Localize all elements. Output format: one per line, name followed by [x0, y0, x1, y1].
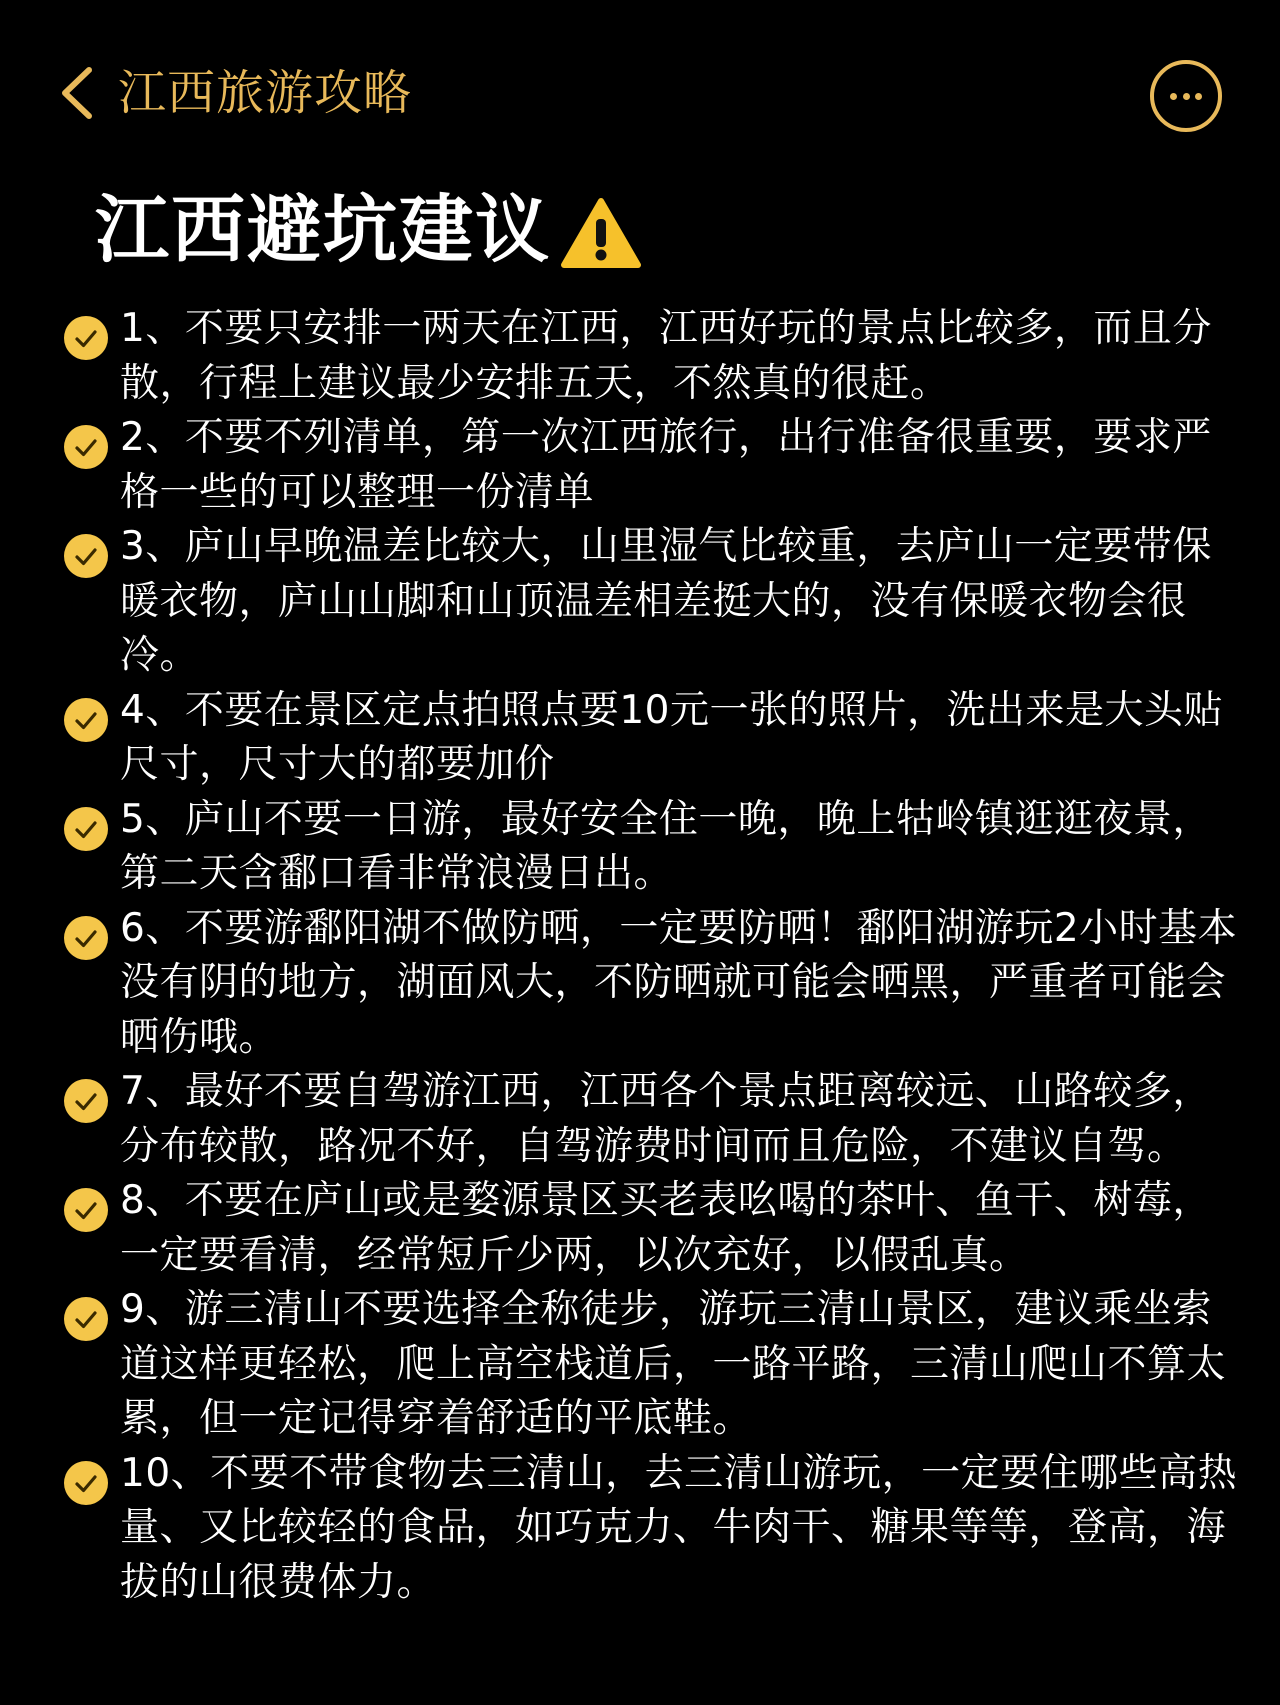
check-icon	[64, 425, 108, 469]
check-icon	[64, 807, 108, 851]
check-icon	[64, 1079, 108, 1123]
tip-text: 1、不要只安排一两天在江西，江西好玩的景点比较多，而且分散，行程上建议最少安排五天，不然真的很赶。	[120, 306, 1212, 406]
list-item	[0, 1283, 1280, 1447]
check-icon	[64, 916, 108, 960]
more-button[interactable]	[1150, 60, 1222, 132]
warning-icon	[561, 197, 641, 269]
tip-text: 6、不要游鄱阳湖不做防晒，一定要防晒！鄱阳湖游玩2小时基本没有阴的地方，湖面风大，不防晒就可能会晒黑，严重者可能会晒伤哦。	[120, 905, 1238, 1060]
tip-text: 2、不要不列清单，第一次江西旅行，出行准备很重要，要求严格一些的可以整理一份清单	[120, 415, 1212, 515]
tip-text: 7、最好不要自驾游江西，江西各个景点距离较远、山路较多，分布较散，路况不好，自驾游费时间而且危险，不建议自驾。	[120, 1069, 1212, 1169]
tips-list	[0, 302, 1280, 1610]
list-item	[0, 302, 1280, 411]
chevron-left-icon	[55, 62, 103, 124]
page-title-text: 江西避坑建议	[95, 187, 551, 273]
check-icon	[64, 1461, 108, 1505]
back-button[interactable]	[55, 62, 103, 124]
list-item	[0, 1447, 1280, 1611]
tip-text: 10、不要不带食物去三清山，去三清山游玩，一定要住哪些高热量、又比较轻的食品，如巧克力、牛肉干、糖果等等，登高，海拔的山很费体力。	[120, 1450, 1238, 1605]
page-title	[95, 185, 641, 275]
tip-text: 8、不要在庐山或是婺源景区买老表吆喝的茶叶、鱼干、树莓，一定要看清，经常短斤少两，以次充好，以假乱真。	[120, 1178, 1212, 1278]
tip-text: 9、游三清山不要选择全称徒步，游玩三清山景区，建议乘坐索道这样更轻松，爬上高空栈道后，一路平路，三清山爬山不算太累，但一定记得穿着舒适的平底鞋。	[120, 1287, 1227, 1441]
tip-text: 5、庐山不要一日游，最好安全住一晚，晚上牯岭镇逛逛夜景，第二天含鄱口看非常浪漫日出。	[120, 796, 1212, 896]
list-item	[0, 411, 1280, 520]
tip-text: 4、不要在景区定点拍照点要10元一张的照片，洗出来是大头贴尺寸，尺寸大的都要加价	[120, 687, 1223, 787]
list-item	[0, 902, 1280, 1066]
check-icon	[64, 698, 108, 742]
list-item	[0, 1065, 1280, 1174]
check-icon	[64, 316, 108, 360]
list-item	[0, 684, 1280, 793]
nav-title: 江西旅游攻略	[118, 65, 413, 121]
check-icon	[64, 1188, 108, 1232]
nav-bar	[0, 0, 1280, 190]
list-item	[0, 520, 1280, 684]
check-icon	[64, 534, 108, 578]
check-icon	[64, 1297, 108, 1341]
list-item	[0, 793, 1280, 902]
list-item	[0, 1174, 1280, 1283]
tip-text: 3、庐山早晚温差比较大，山里湿气比较重，去庐山一定要带保暖衣物，庐山山脚和山顶温差相差挺大的，没有保暖衣物会很冷。	[120, 524, 1212, 678]
